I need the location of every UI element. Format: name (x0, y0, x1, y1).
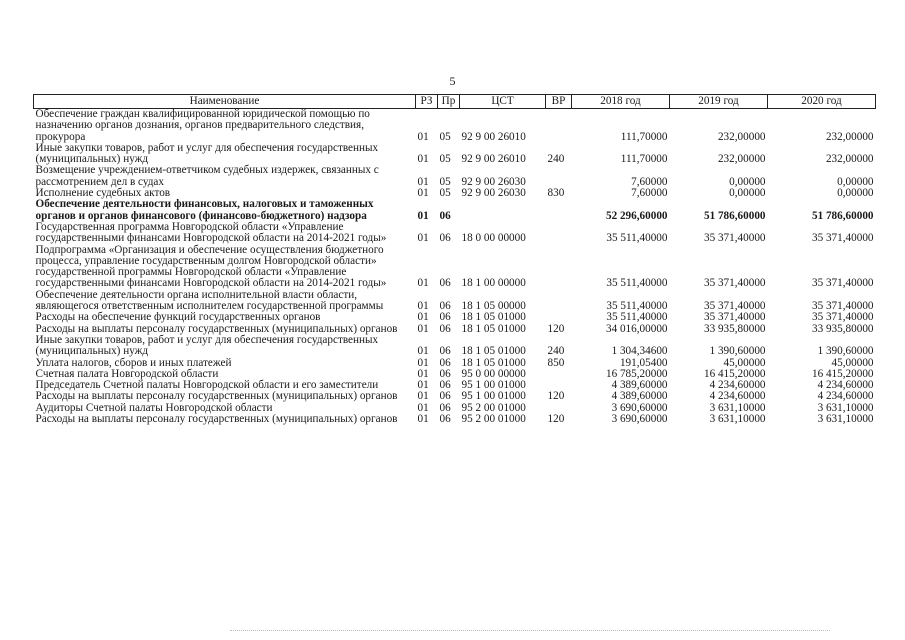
row-vr (546, 165, 572, 188)
row-vr: 120 (547, 390, 565, 403)
row-pr: 06 (439, 277, 451, 290)
row-value-2019: 33 935,80000 (703, 322, 766, 335)
row-vr (546, 290, 572, 313)
row-pr: 05 (439, 175, 451, 188)
row-value-2020: 1 390,60000 (817, 345, 874, 358)
row-value-2018: 111,70000 (620, 153, 668, 166)
header-2018: 2018 год (572, 95, 670, 109)
row-vr: 120 (547, 413, 565, 426)
header-cst: ЦСТ (460, 95, 546, 109)
row-vr: 830 (547, 187, 565, 200)
row-cst: 92 9 00 26010 (461, 153, 526, 166)
row-value-2018: 7,60000 (631, 187, 668, 200)
row-name: Подпрограмма «Организация и обеспечение осуществления бюджетного процесса, управление государственным долгом Новгородской области» государственной программы Новгородской области «Управление государственными финансами Новгородской области на 2014-2021 годы» (35, 243, 387, 290)
row-value-2018: 52 296,60000 (605, 209, 668, 222)
row-value-2018: 111,70000 (620, 130, 668, 143)
row-vr (546, 312, 572, 323)
row-vr: 120 (547, 322, 565, 335)
row-value-2019: 45,00000 (723, 356, 766, 369)
row-value-2018: 34 016,00000 (605, 322, 668, 335)
header-2020: 2020 год (768, 95, 876, 109)
row-rz: 01 (417, 356, 429, 369)
table-row (34, 290, 876, 313)
row-value-2020: 232,00000 (825, 130, 874, 143)
row-name: Иные закупки товаров, работ и услуг для обеспечения государственных (муниципальных) нужд (35, 333, 379, 358)
row-value-2019: 3 631,10000 (709, 401, 766, 414)
row-value-2019: 1 390,60000 (709, 345, 766, 358)
row-value-2020: 4 234,60000 (817, 379, 874, 392)
row-value-2019: 3 631,10000 (709, 413, 766, 426)
row-pr: 05 (439, 130, 451, 143)
row-rz: 01 (417, 209, 429, 222)
row-cst: 18 1 05 00000 (461, 300, 526, 313)
row-value-2019: 232,00000 (717, 153, 766, 166)
row-value-2019: 4 234,60000 (709, 379, 766, 392)
row-name: Аудиторы Счетной палаты Новгородской области (35, 401, 273, 414)
row-pr: 06 (439, 356, 451, 369)
row-vr (546, 245, 572, 290)
row-cst: 18 1 05 01000 (461, 356, 526, 369)
row-value-2020: 33 935,80000 (811, 322, 874, 335)
row-name: Исполнение судебных актов (35, 187, 171, 200)
row-vr (546, 222, 572, 245)
row-cst: 95 2 00 01000 (461, 401, 526, 414)
row-name: Возмещение учреждением-ответчиком судебных издержек, связанных с рассмотрением дел в судах (35, 164, 379, 188)
row-value-2020: 0,00000 (837, 175, 874, 188)
row-rz: 01 (417, 390, 429, 403)
row-value-2019: 16 415,20000 (703, 367, 766, 380)
header-pr: Пр (438, 95, 460, 109)
row-rz: 01 (417, 322, 429, 335)
row-cst: 95 1 00 01000 (461, 390, 526, 403)
row-value-2018: 4 389,60000 (611, 379, 668, 392)
row-name: Расходы на выплаты персоналу государственных (муниципальных) органов (35, 390, 398, 403)
row-pr: 05 (439, 153, 451, 166)
row-value-2020: 45,00000 (831, 356, 874, 369)
row-pr: 06 (439, 390, 451, 403)
scan-artifact (230, 630, 830, 634)
row-value-2019: 232,00000 (717, 130, 766, 143)
row-cst: 95 2 00 01000 (461, 413, 526, 426)
row-cst: 18 1 05 01000 (461, 345, 526, 358)
row-value-2019: 35 371,40000 (703, 232, 766, 245)
row-pr: 06 (439, 413, 451, 426)
row-value-2020: 35 371,40000 (811, 232, 874, 245)
row-vr: 240 (547, 153, 565, 166)
row-vr (546, 109, 572, 143)
row-cst: 18 1 05 01000 (461, 311, 526, 324)
row-value-2018: 35 511,40000 (606, 232, 668, 245)
row-pr: 06 (439, 232, 451, 245)
row-value-2020: 3 631,10000 (817, 401, 874, 414)
row-value-2019: 35 371,40000 (703, 277, 766, 290)
table-row (34, 245, 876, 290)
row-pr: 06 (439, 345, 451, 358)
header-rz: РЗ (416, 95, 438, 109)
row-rz: 01 (417, 345, 429, 358)
table-row (34, 199, 876, 222)
row-pr: 06 (439, 300, 451, 313)
row-name: Иные закупки товаров, работ и услуг для обеспечения государственных (муниципальных) нужд (35, 141, 379, 166)
row-pr: 06 (439, 401, 451, 414)
row-cst: 18 1 00 00000 (461, 277, 526, 290)
row-pr: 05 (439, 187, 451, 200)
row-value-2018: 35 511,40000 (606, 277, 668, 290)
row-value-2020: 0,00000 (837, 187, 874, 200)
row-value-2020: 232,00000 (825, 153, 874, 166)
row-value-2020: 16 415,20000 (811, 367, 874, 380)
row-pr: 06 (439, 379, 451, 392)
row-value-2020: 51 786,60000 (811, 209, 874, 222)
row-value-2020: 4 234,60000 (817, 390, 874, 403)
table-row (34, 165, 876, 188)
header-2019: 2019 год (670, 95, 768, 109)
row-pr: 06 (439, 322, 451, 335)
row-value-2018: 3 690,60000 (611, 413, 668, 426)
row-pr: 06 (439, 209, 451, 222)
row-rz: 01 (417, 401, 429, 414)
row-vr (546, 199, 572, 222)
row-value-2019: 0,00000 (729, 175, 766, 188)
row-name: Обеспечение деятельности органа исполнительной власти области, являющегося ответственным исполнителем государственной программы (35, 288, 384, 313)
row-value-2020: 3 631,10000 (817, 413, 874, 426)
table-header-row (34, 95, 876, 109)
row-value-2019: 4 234,60000 (709, 390, 766, 403)
row-cst: 95 0 00 00000 (461, 367, 526, 380)
header-vr: ВР (546, 95, 572, 109)
row-vr: 850 (547, 356, 565, 369)
row-name: Расходы на обеспечение функций государственных органов (35, 311, 321, 324)
table-row (34, 109, 876, 143)
table-row (34, 312, 876, 323)
row-name: Уплата налогов, сборов и иных платежей (35, 356, 232, 369)
row-rz: 01 (417, 367, 429, 380)
budget-table (33, 94, 876, 425)
row-cst: 18 0 00 00000 (461, 232, 526, 245)
row-value-2019: 51 786,60000 (703, 209, 766, 222)
row-rz: 01 (417, 277, 429, 290)
row-value-2019: 35 371,40000 (703, 311, 766, 324)
header-name: Наименование (34, 95, 416, 109)
row-cst: 18 1 05 01000 (461, 322, 526, 335)
row-pr: 06 (439, 367, 451, 380)
row-rz: 01 (417, 379, 429, 392)
row-value-2018: 191,05400 (619, 356, 668, 369)
row-value-2018: 16 785,20000 (605, 367, 668, 380)
row-value-2018: 7,60000 (631, 175, 668, 188)
row-value-2020: 35 371,40000 (811, 300, 874, 313)
table-row (34, 222, 876, 245)
row-value-2019: 0,00000 (729, 187, 766, 200)
row-name: Расходы на выплаты персоналу государственных (муниципальных) органов (35, 413, 398, 426)
row-rz: 01 (417, 232, 429, 245)
row-value-2020: 35 371,40000 (811, 277, 874, 290)
row-rz: 01 (417, 153, 429, 166)
row-cst: 92 9 00 26010 (461, 130, 526, 143)
row-name: Счетная палата Новгородской области (35, 367, 219, 380)
row-name: Председатель Счетной палаты Новгородской области и его заместители (35, 379, 379, 392)
row-value-2018: 1 304,34600 (611, 345, 668, 358)
row-rz: 01 (417, 300, 429, 313)
table-row (34, 414, 876, 425)
row-cst: 92 9 00 26030 (461, 175, 526, 188)
row-cst: 92 9 00 26030 (461, 187, 526, 200)
row-value-2018: 35 511,40000 (606, 300, 668, 313)
row-name: Расходы на выплаты персоналу государственных (муниципальных) органов (35, 322, 398, 335)
row-cst: 95 1 00 01000 (461, 379, 526, 392)
table-row (34, 335, 876, 358)
row-vr: 240 (547, 345, 565, 358)
row-rz: 01 (417, 175, 429, 188)
row-value-2018: 35 511,40000 (606, 311, 668, 324)
row-name: Государственная программа Новгородской области «Управление государственными финансами Новгородской области на 2014-2021 годы» (35, 220, 387, 245)
row-name: Обеспечение деятельности финансовых, налоговых и таможенных органов и органов финансового (финансово-бюджетного) надзора (35, 198, 374, 222)
row-value-2018: 3 690,60000 (611, 401, 668, 414)
row-rz: 01 (417, 311, 429, 324)
row-name: Обеспечение граждан квалифицированной юридической помощью по назначению органов дознания, органов предварительного следствия, прокурора (35, 108, 370, 143)
row-value-2018: 4 389,60000 (611, 390, 668, 403)
table-row (34, 143, 876, 166)
page-number: 5 (449, 74, 456, 88)
row-rz: 01 (417, 413, 429, 426)
row-value-2020: 35 371,40000 (811, 311, 874, 324)
row-vr (546, 369, 572, 380)
row-rz: 01 (417, 130, 429, 143)
row-rz: 01 (417, 187, 429, 200)
row-value-2019: 35 371,40000 (703, 300, 766, 313)
row-cst (460, 199, 546, 222)
row-pr: 06 (439, 311, 451, 324)
